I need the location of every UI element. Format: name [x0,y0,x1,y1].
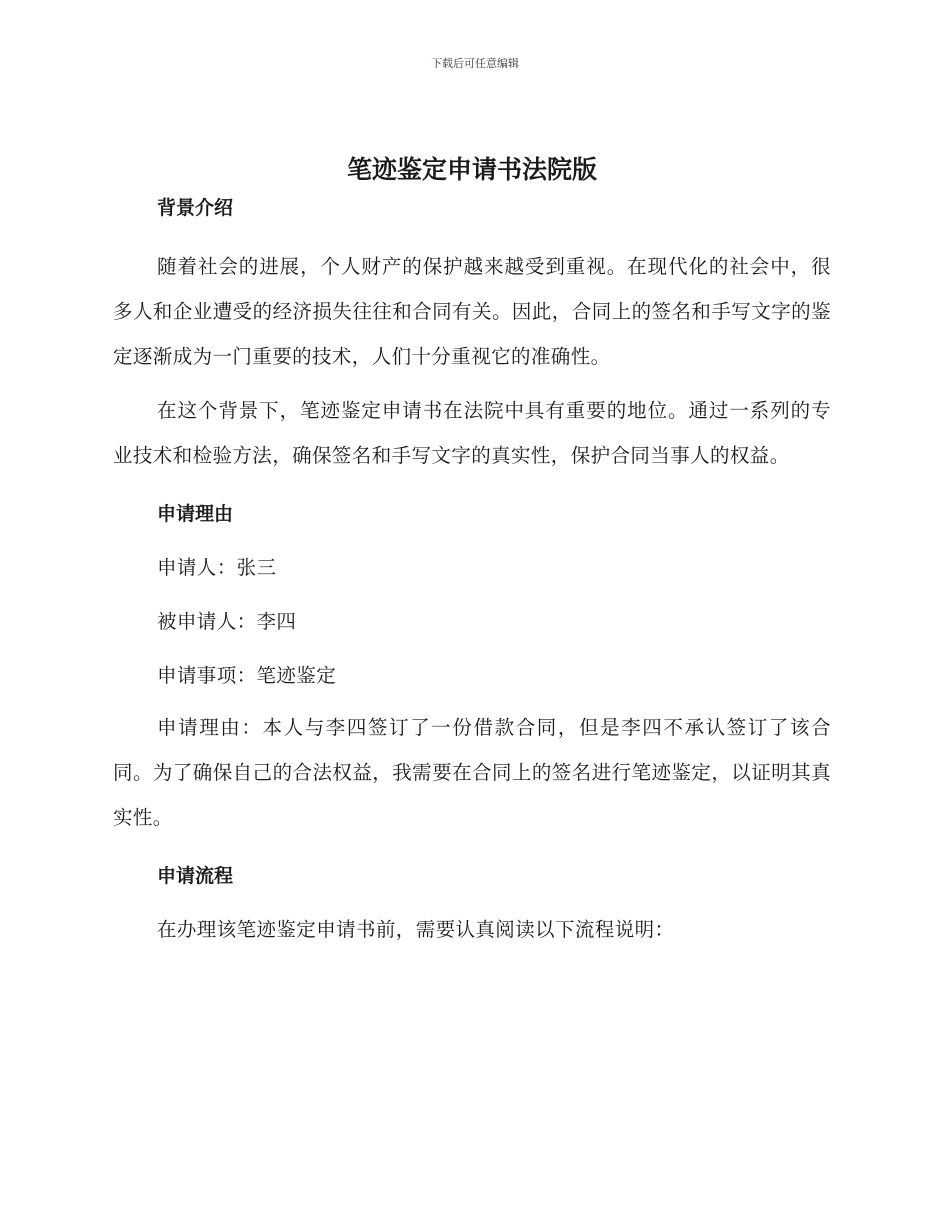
respondent-line: 被申请人：李四 [157,610,297,633]
spacer [113,379,831,388]
header-note: 下载后可任意编辑 [431,57,519,70]
spacer [113,694,831,705]
section-heading-process: 申请流程 [157,865,234,887]
section-heading-reason: 申请理由 [157,503,234,525]
spacer [113,586,831,604]
document-title: 笔迹鉴定申请书法院版 [346,155,597,184]
spacer [113,226,831,244]
background-paragraph-2: 在这个背景下，笔迹鉴定申请书在法院中具有重要的地位。通过一系列的专业技术和检验方法，确保签名和手写文字的真实性，保护合同当事人的权益。 [113,399,831,467]
spacer [113,532,831,550]
background-paragraph-1: 随着社会的进展，个人财产的保护越来越受到重视。在现代化的社会中，很多人和企业遭受的经济损失往往和合同有关。因此，合同上的签名和手写文字的鉴定逐渐成为一门重要的技术，人们十分重视它的准确性。 [113,255,831,368]
matter-line: 申请事项：笔迹鉴定 [157,664,337,687]
spacer [113,478,831,496]
process-intro: 在办理该笔迹鉴定申请书前，需要认真阅读以下流程说明： [157,918,675,941]
applicant-line: 申请人：张三 [157,556,277,579]
spacer [113,640,831,658]
document-body [113,150,831,948]
reason-paragraph: 申请理由：本人与李四签订了一份借款合同，但是李四不承认签订了该合同。为了确保自己的合法权益，我需要在合同上的签名进行笔迹鉴定，以证明其真实性。 [113,716,831,829]
spacer [113,840,831,858]
spacer [113,894,831,912]
section-heading-background: 背景介绍 [157,197,234,219]
